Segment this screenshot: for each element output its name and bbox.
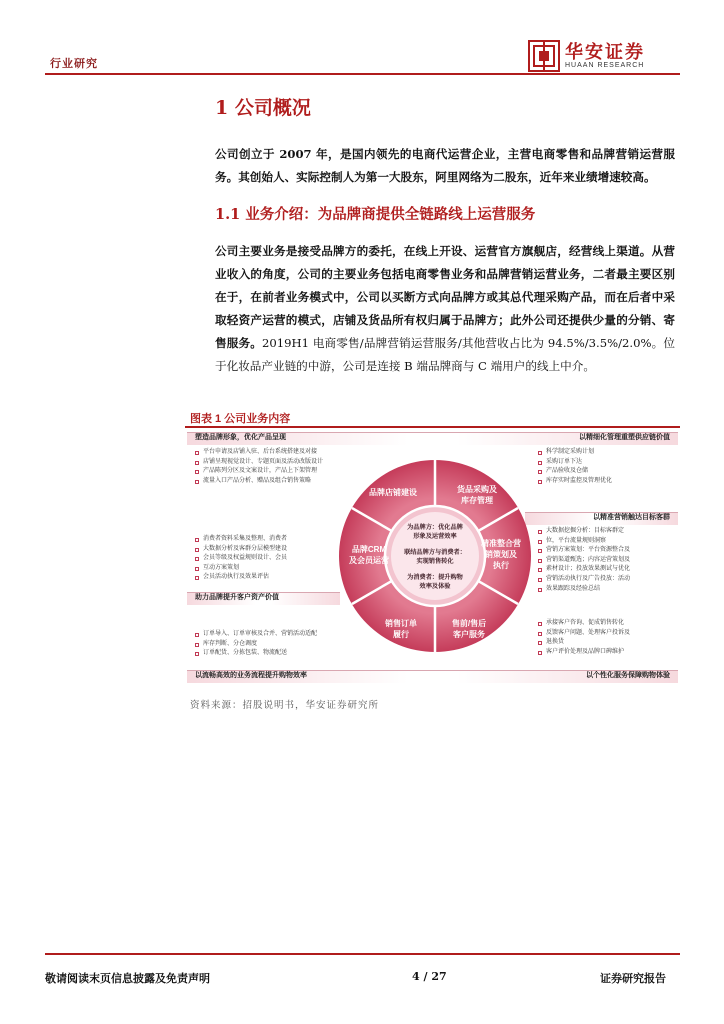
list-item: 库存实时监控及管理优化 xyxy=(538,477,612,487)
list-item: 科学制定采购计划 xyxy=(538,448,612,458)
core-link-1: 联结品牌方与消费者： xyxy=(404,549,466,556)
list-item: 会员活动执行及效果评估 xyxy=(195,573,287,583)
core-link-2: 实现销售转化 xyxy=(416,558,454,565)
page-number: 4 / 27 xyxy=(412,970,447,983)
list-item: 平台申请及店铺入驻、后台系统搭建及对接 xyxy=(195,448,323,458)
list-item: 产品验收及仓储 xyxy=(538,467,612,477)
band-mid-left-label: 助力品牌提升客户资产价值 xyxy=(195,594,279,601)
segment-procurement-2: 库存管理 xyxy=(461,496,493,505)
list-item: 产品陈列分区及文案设计，产品上下架管理 xyxy=(195,467,323,477)
band-mid-right-label: 以精准营销触达目标客群 xyxy=(593,514,670,521)
section-label: 行业研究 xyxy=(50,57,98,70)
segment-marketing-2: 销策划及 xyxy=(485,550,517,559)
list-item: 承接客户咨询、促成销售转化 xyxy=(538,619,630,629)
figure-source: 资料来源：招股说明书，华安证券研究所 xyxy=(190,700,380,711)
segment-marketing-3: 执行 xyxy=(493,561,509,570)
core-consumer-1: 为消费者：提升购物 xyxy=(407,574,463,581)
subsection-heading: 1.1 业务介绍：为品牌商提供全链路线上运营服务 xyxy=(215,206,536,223)
figure-title: 图表 1 公司业务内容 xyxy=(190,413,291,425)
list-bottom-left xyxy=(195,630,317,659)
band-bottom-right: 以个性化服务保障购物体验 xyxy=(586,672,670,679)
header-rule xyxy=(45,73,680,75)
list-item: 大数据挖掘分析：目标客群定 xyxy=(538,527,630,537)
business-paragraph-bold: 公司主要业务是接受品牌方的委托，在线上开设、运营官方旗舰店，经营线上渠道。从营业收入的角度，公司的主要业务包括电商零售业务和品牌营销运营业务，二者最主要区别在于，在前者业务模式中，公司以买断方式向品牌方或其总代理采购产品，而在后者中采取轻资产运营的模式，店铺及货品所有权归属于品牌方；此外公司还提供少量的分销、寄售服务。 xyxy=(215,244,675,350)
list-item: 营销渠道甄选；内容运营策划及 xyxy=(538,556,630,566)
list-item: 采购订单下达 xyxy=(538,458,612,468)
list-item: 退换货 xyxy=(538,638,630,648)
list-item: 互动方案策划 xyxy=(195,564,287,574)
brand-name: 华安证券 xyxy=(565,42,645,63)
segment-service-2: 客户服务 xyxy=(453,630,485,639)
core-consumer-2: 效率及体验 xyxy=(419,583,451,590)
list-mid-right xyxy=(538,527,630,594)
footer-rule xyxy=(45,953,680,955)
report-type: 证券研究报告 xyxy=(600,972,666,985)
list-item: 位，平台流量规则洞察 xyxy=(538,537,630,547)
band-top-right: 以精细化管理重塑供应链价值 xyxy=(579,434,670,441)
core-brand-2: 形象及运营效率 xyxy=(413,533,457,540)
segment-service-1: 售前/售后 xyxy=(451,619,487,628)
intro-paragraph: 公司创立于 2007 年，是国内领先的电商代运营企业，主营电商零售和品牌营销运营服务。其创始人、实际控制人为第一大股东，阿里网络为二股东，近年来业绩增速较高。 xyxy=(215,147,675,184)
list-item: 效果跟踪及经验总结 xyxy=(538,585,630,595)
list-item: 客户评价处理及品牌口碑维护 xyxy=(538,648,630,658)
list-item: 店铺呈现视觉设计、专题页面及活动改版设计 xyxy=(195,458,323,468)
list-top-right xyxy=(538,448,612,486)
list-item: 营销方案策划：平台资源整合及 xyxy=(538,546,630,556)
list-item: 反馈客户问题、处理客户投诉及 xyxy=(538,629,630,639)
segment-crm-2: 及会员运营 xyxy=(349,556,389,565)
segment-orders-2: 履行 xyxy=(393,630,409,639)
band-top-left: 塑造品牌形象，优化产品呈现 xyxy=(195,434,286,441)
service-ring xyxy=(335,440,535,672)
list-item: 流量入口产品分析、赠品及组合销售策略 xyxy=(195,477,323,487)
list-item: 订单配货、分拣包装、物流配送 xyxy=(195,649,317,659)
segment-marketing-1: 精准整合营 xyxy=(481,539,521,548)
list-bottom-right xyxy=(538,619,630,657)
list-item: 订单导入、订单审核及合并、营销活动适配 xyxy=(195,630,317,640)
list-item: 营销活动执行及广告投放：活动 xyxy=(538,575,630,585)
list-item: 会员等级及权益规则设计、会员 xyxy=(195,554,287,564)
segment-procurement-1: 货品采购及 xyxy=(457,485,497,494)
footer-disclaimer: 敬请阅读末页信息披露及免责声明 xyxy=(45,972,210,985)
business-diagram xyxy=(185,428,680,690)
list-item: 库存判断、分仓调度 xyxy=(195,640,317,650)
brand-logo-icon xyxy=(528,40,560,72)
segment-crm-1: 品牌CRM xyxy=(351,545,387,554)
segment-store-build: 品牌店铺建设 xyxy=(369,488,417,497)
section-heading: 1 公司概况 xyxy=(215,97,311,119)
list-top-left xyxy=(195,448,323,486)
band-bottom-left: 以流畅高效的业务流程提升购物效率 xyxy=(195,672,307,679)
list-item: 大数据分析及客群分层模型建设 xyxy=(195,545,287,555)
business-paragraph-normal: 2019H1 电商零售/品牌营销运营服务/其他营收占比为 94.5%/3.5%/2.0%。位于化妆品产业链的中游，公司是连接 B 端品牌商与 C 端用户的线上中介。 xyxy=(215,336,675,373)
list-item: 消费者资料采集及整理、消费者 xyxy=(195,535,287,545)
business-paragraph xyxy=(215,240,675,378)
core-brand-1: 为品牌方：优化品牌 xyxy=(407,524,463,531)
segment-orders-1: 销售订单 xyxy=(385,619,417,628)
brand-name-en: HUAAN RESEARCH xyxy=(565,62,645,69)
list-mid-left xyxy=(195,535,287,583)
list-item: 素材设计；投放效果测试与优化 xyxy=(538,565,630,575)
